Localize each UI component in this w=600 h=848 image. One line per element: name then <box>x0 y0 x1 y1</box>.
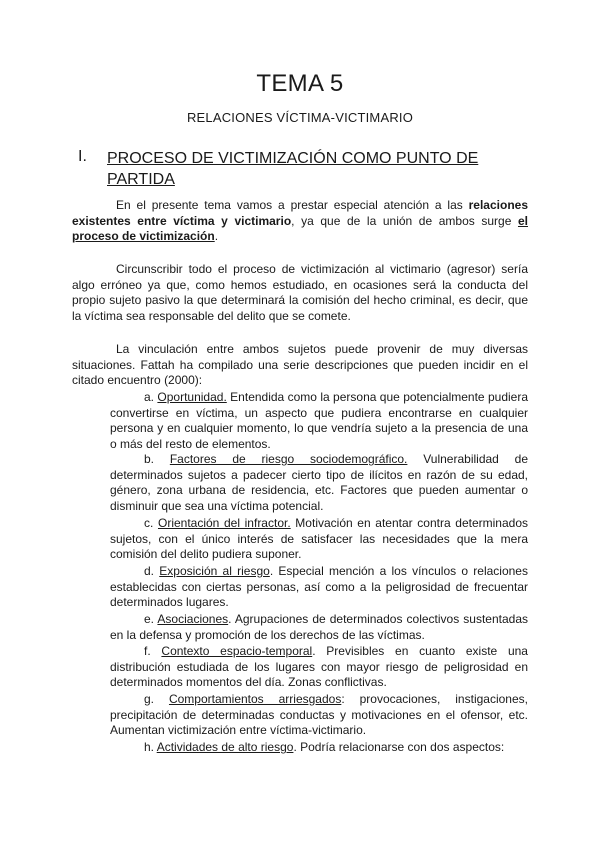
item-letter: g. <box>144 692 155 706</box>
paragraph-intro <box>72 198 528 245</box>
section-title: PROCESO DE VICTIMIZACIÓN COMO PUNTO DE PARTIDA <box>107 150 479 188</box>
list-item-a <box>110 390 528 452</box>
item-letter: d. <box>144 564 155 578</box>
list-item-c <box>110 516 528 563</box>
intro-bold-underlined: el proceso de victimización <box>72 213 528 243</box>
intro-text-2: , ya que de la unión de ambos surge <box>291 213 518 228</box>
item-letter: e. <box>144 612 155 626</box>
item-term: Comportamientos arriesgados <box>168 692 342 706</box>
item-term: Orientación del infractor. <box>157 516 291 530</box>
item-letter: f. <box>144 644 151 658</box>
list-item-h <box>110 740 528 756</box>
intro-bold: relaciones existentes entre víctima y victimario <box>72 198 528 228</box>
item-text: . Especial mención a los vínculos o relaciones establecidas con ciertas personas, así como a la peligrosidad de frecuentar determinados lugares. <box>110 564 528 609</box>
item-term: Asociaciones <box>157 612 229 626</box>
item-letter: b. <box>144 452 155 466</box>
item-letter: a. <box>144 390 155 404</box>
paragraph-circunscribir: Circunscribir todo el proceso de victimización al victimario (agresor) sería algo erróneo ya que, como hemos estudiado, en ocasiones será la conducta del propio sujeto pasivo la que determinará la comisión del hecho criminal, es decir, que la víctima sea responsable del delito que se comete. <box>72 262 528 323</box>
page-subtitle: RELACIONES VÍCTIMA-VICTIMARIO <box>186 110 414 125</box>
list-item-f <box>110 644 528 691</box>
item-letter: h. <box>144 740 155 754</box>
item-text: Entendida como la persona que potencialmente pudiera convertirse en víctima, un aspecto que pudiera encontrarse en cualquier persona y en cualquier momento, lo que vendría sujeto a la presencia de una o más del resto de elementos. <box>110 390 528 451</box>
item-term: Contexto espacio-temporal <box>161 644 313 658</box>
list-item-d <box>110 564 528 611</box>
intro-text-3: . <box>214 229 219 243</box>
item-letter: c. <box>144 516 154 530</box>
paragraph-vinculacion: La vinculación entre ambos sujetos puede provenir de muy diversas situaciones. Fattah ha compilado una serie descripciones que pueden incidir en el citado encuentro (2000): <box>72 342 528 387</box>
page-title: TEMA 5 <box>256 70 344 97</box>
intro-text-1: En el presente tema vamos a prestar especial atención a las <box>116 198 469 212</box>
item-term: Factores de riesgo sociodemográfico. <box>169 452 408 466</box>
item-term: Oportunidad. <box>157 390 227 404</box>
item-term: Exposición al riesgo <box>159 564 270 578</box>
item-term: Actividades de alto riesgo <box>156 740 294 754</box>
section-number: I. <box>78 148 87 165</box>
item-text: . Agrupaciones de determinados colectivos sustentadas en la defensa y promoción de los derechos de las víctimas. <box>110 612 528 642</box>
item-text: : provocaciones, instigaciones, precipitación de determinadas conductas y motivaciones en el ofensor, etc. Aumentan victimización entre víctima-victimario. <box>110 692 528 737</box>
list-item-b <box>110 452 528 514</box>
list-item-e <box>110 612 528 643</box>
list-item-g <box>110 692 528 739</box>
item-text: . Podría relacionarse con dos aspectos: <box>293 740 505 754</box>
item-text: Motivación en atentar contra determinados sujetos, con el único interés de satisfacer las necesidades que la mera comisión del delito pudiera suponer. <box>110 516 528 561</box>
item-text: Vulnerabilidad de determinados sujetos a padecer cierto tipo de ilícitos en razón de su edad, género, zona urbana de residencia, etc. Factores que pueden aumentar o disminuir que sea una víctima potencial. <box>110 452 528 513</box>
item-text: . Previsibles en cuanto existe una distribución estudiada de los lugares con mayor riesgo de peligrosidad en determinados momentos del día. Zonas conflictivas. <box>110 644 528 689</box>
